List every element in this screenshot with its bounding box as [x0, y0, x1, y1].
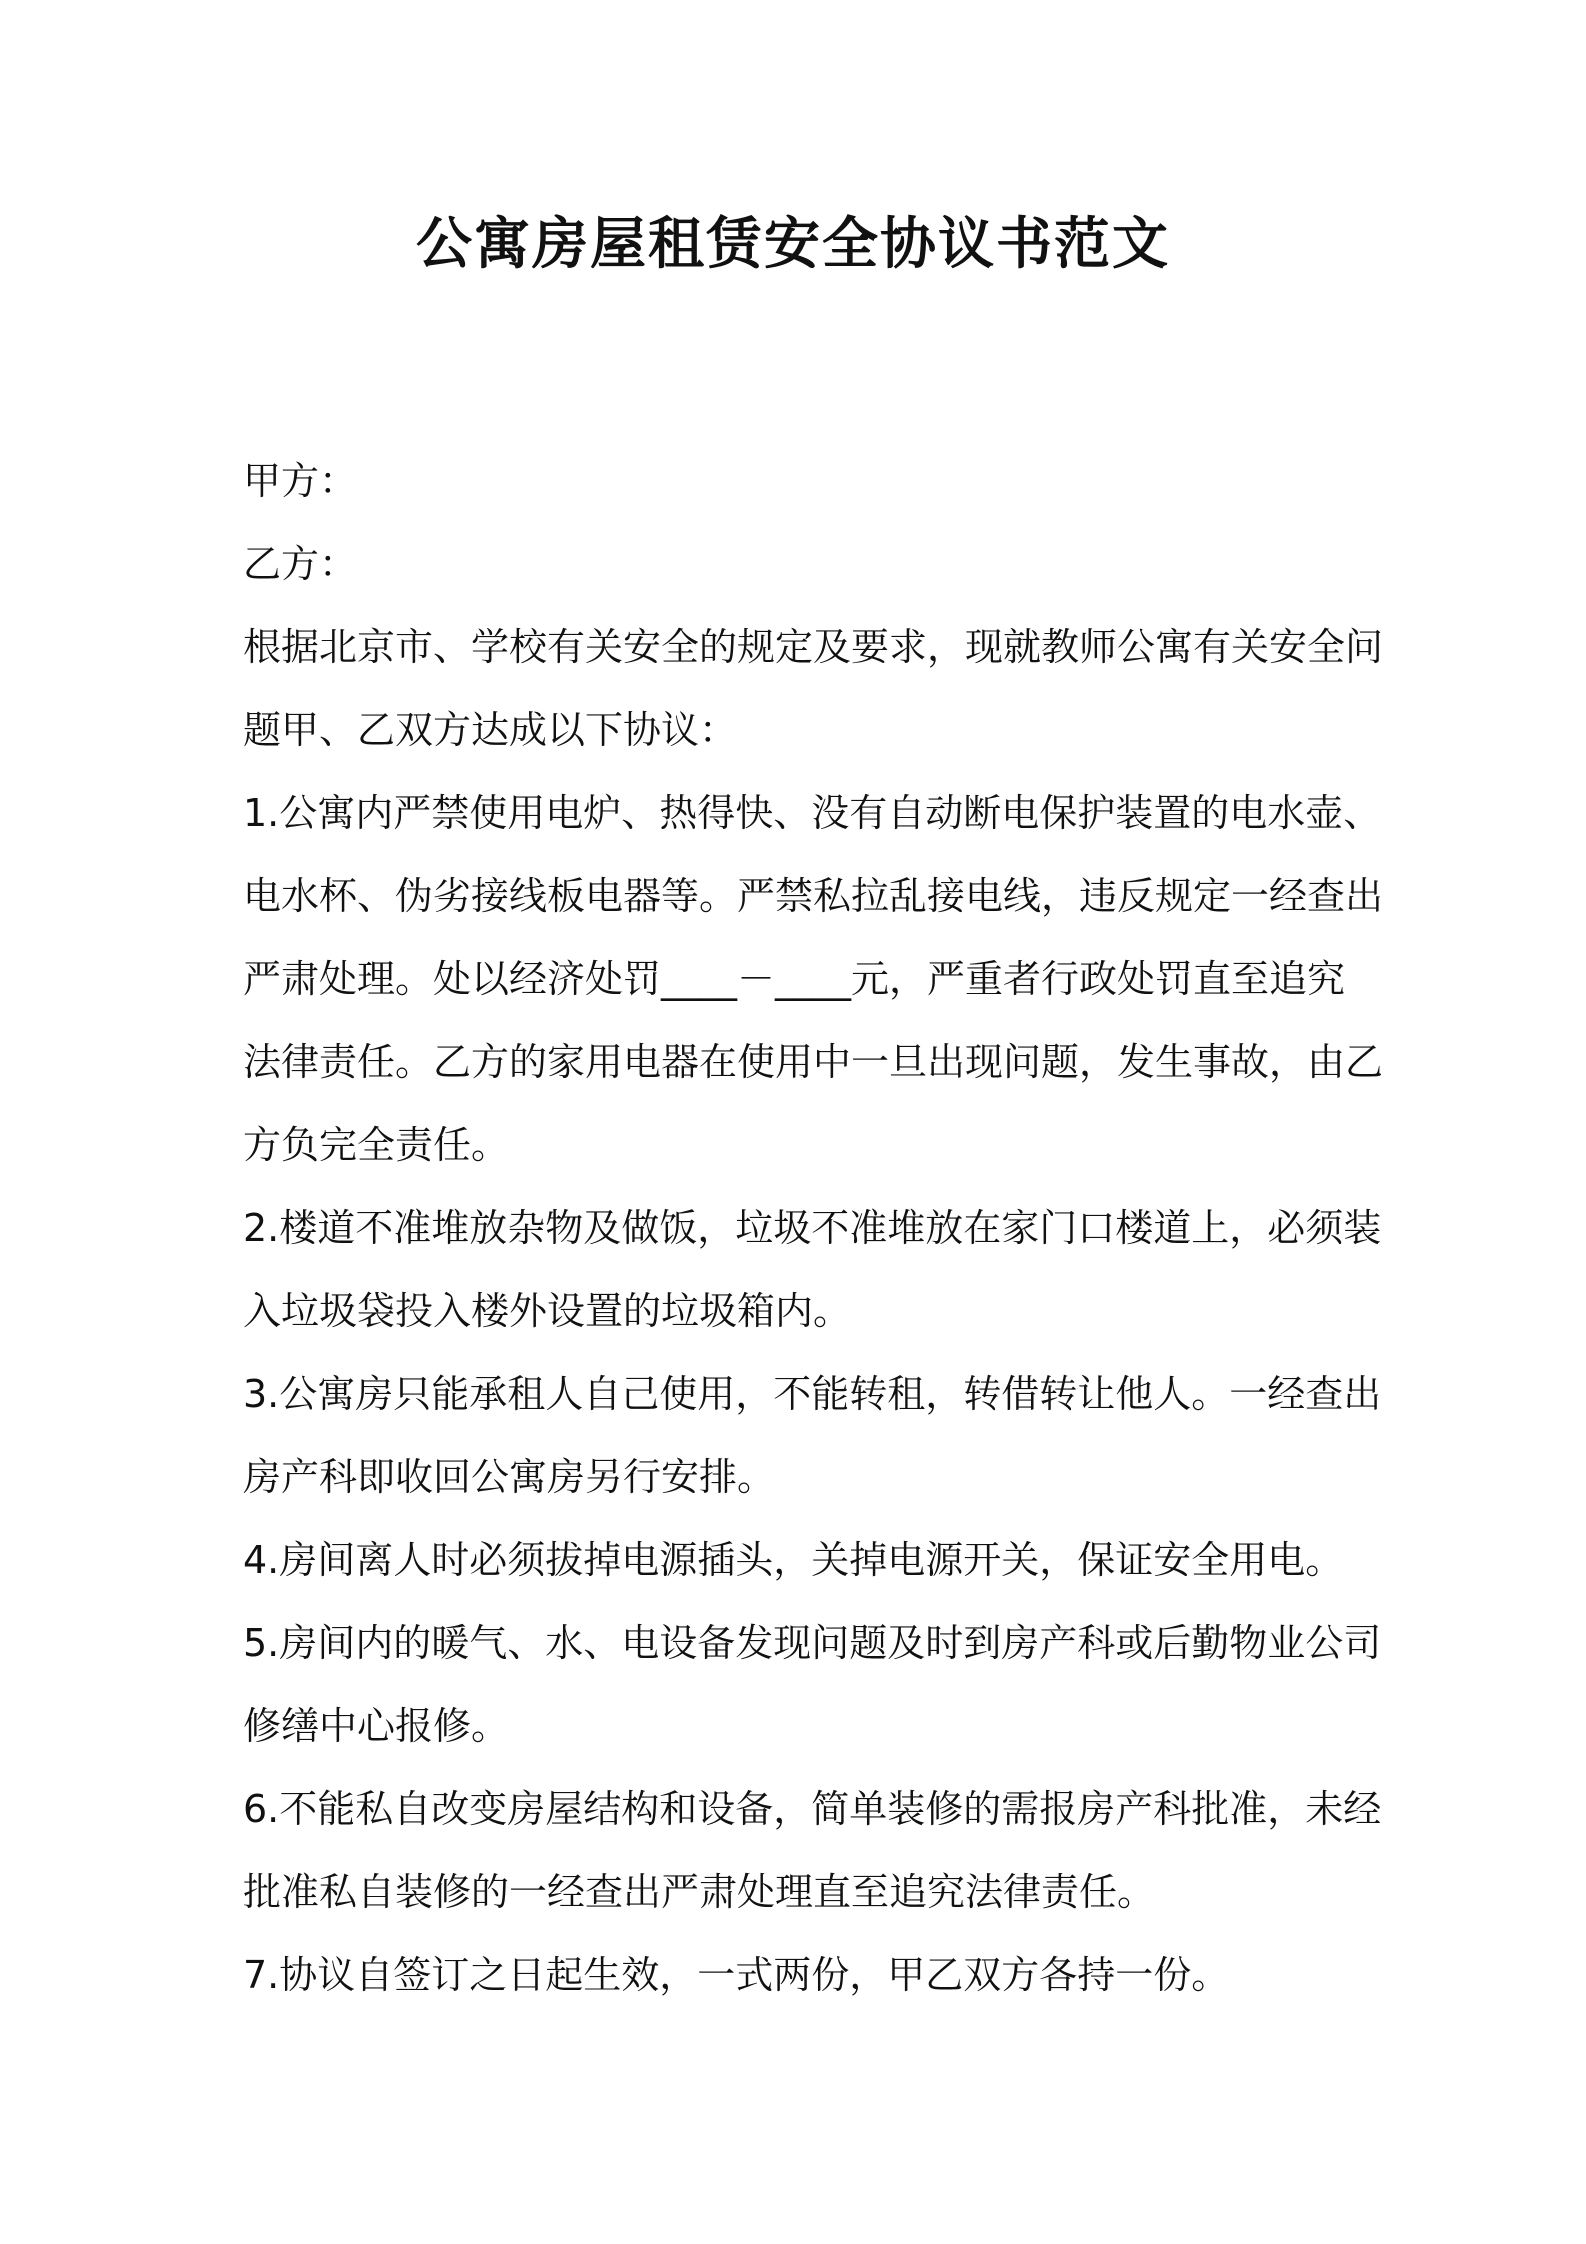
clause-line: 方负完全责任。	[243, 1123, 510, 1167]
party-a-line	[243, 440, 1363, 523]
party-a-label: 甲方：	[243, 459, 358, 503]
clause-line: 批准私自装修的一经查出严肃处理直至追究法律责任。	[243, 1870, 1156, 1914]
clause-6	[243, 1768, 1382, 1934]
party-b-label: 乙方：	[243, 542, 358, 586]
clause-line: 严肃处理。处以经济处罚____－____元，严重者行政处罚直至追究	[243, 957, 1346, 1001]
clause-line: 2.楼道不准堆放杂物及做饭，垃圾不准堆放在家门口楼道上，必须装	[243, 1206, 1382, 1250]
clause-line: 电水杯、伪劣接线板电器等。严禁私拉乱接电线，违反规定一经查出	[243, 874, 1384, 918]
clause-line: 入垃圾袋投入楼外设置的垃圾箱内。	[243, 1289, 852, 1333]
clause-4	[243, 1519, 1363, 1602]
clause-line: 6.不能私自改变房屋结构和设备，简单装修的需报房产科批准，未经	[243, 1787, 1382, 1831]
party-b-line	[243, 523, 1363, 606]
intro-line: 根据北京市、学校有关安全的规定及要求，现就教师公寓有关安全问	[243, 625, 1384, 669]
document-body	[243, 440, 1384, 2017]
clause-line: 房产科即收回公寓房另行安排。	[243, 1455, 776, 1499]
clause-line: 7.协议自签订之日起生效，一式两份，甲乙双方各持一份。	[243, 1953, 1230, 1997]
clause-2	[243, 1187, 1382, 1353]
clause-3	[243, 1353, 1382, 1519]
intro-line: 题甲、乙双方达成以下协议：	[243, 708, 738, 752]
clause-5	[243, 1602, 1382, 1768]
clause-line: 3.公寓房只能承租人自己使用，不能转租，转借转让他人。一经查出	[243, 1372, 1382, 1416]
clause-line: 5.房间内的暖气、水、电设备发现问题及时到房产科或后勤物业公司	[243, 1621, 1382, 1665]
clause-7	[243, 1934, 1363, 2017]
intro-paragraph	[243, 606, 1384, 772]
clause-line: 4.房间离人时必须拔掉电源插头，关掉电源开关，保证安全用电。	[243, 1538, 1344, 1582]
clause-line: 1.公寓内严禁使用电炉、热得快、没有自动断电保护装置的电水壶、	[243, 791, 1382, 835]
document-title: 公寓房屋租赁安全协议书范文	[416, 212, 1170, 277]
clause-line: 修缮中心报修。	[243, 1704, 510, 1748]
clause-1	[243, 772, 1384, 1187]
clause-line: 法律责任。乙方的家用电器在使用中一旦出现问题，发生事故，由乙	[243, 1040, 1384, 1084]
